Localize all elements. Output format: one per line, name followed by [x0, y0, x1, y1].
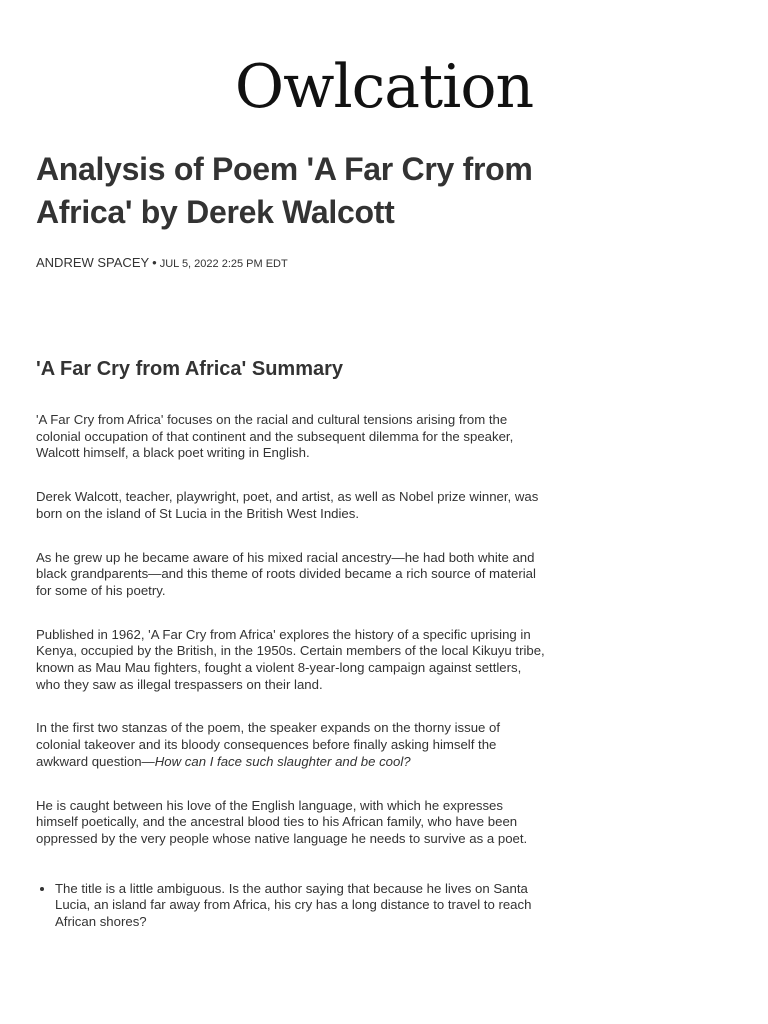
- list-item: • The title is a little ambiguous. Is the author saying that because he lives on Santa Lucia, an island far away from Africa, his cry has a long distance to travel to reach African shores?: [55, 881, 546, 931]
- paragraph: Derek Walcott, teacher, playwright, poet, and artist, as well as Nobel prize winner, was born on the island of St Lucia in the British West Indies.: [36, 489, 539, 521]
- paragraph: As he grew up he became aware of his mixed racial ancestry—he had both white and black grandparents—and this theme of roots divided became a rich source of material for some of his poetry.: [36, 549, 536, 598]
- paragraph-lead: In the first two stanzas of the poem, the speaker expands on the thorny issue of colonial takeover and its bloody consequences before finally asking himself the awkward question—: [36, 720, 501, 769]
- article-body: [36, 412, 546, 848]
- paragraph-with-quote: [36, 720, 546, 770]
- bullet-list: [36, 881, 546, 931]
- author-link[interactable]: ANDREW SPACEY: [36, 255, 150, 270]
- byline-separator: •: [152, 255, 157, 270]
- section-heading: 'A Far Cry from Africa' Summary: [36, 358, 344, 380]
- logo-container: [0, 52, 768, 122]
- article-title: Analysis of Poem 'A Far Cry from Africa' by Derek Walcott: [36, 151, 533, 230]
- paragraph: 'A Far Cry from Africa' focuses on the racial and cultural tensions arising from the colonial occupation of that continent and the subsequent dilemma for the speaker, Walcott himself, a black poet writing in English.: [36, 412, 514, 461]
- site-logo[interactable]: Owlcation: [234, 52, 534, 122]
- byline: [36, 255, 546, 272]
- paragraph: Published in 1962, 'A Far Cry from Africa' explores the history of a specific uprising in Kenya, occupied by the British, in the 1950s. Certain members of the local Kikuyu tribe, known as Mau Mau fighters, fought a violent 8-year-long campaign against settlers, who they saw as illegal trespassers on their land.: [36, 626, 545, 692]
- article: [36, 148, 546, 931]
- publish-date: JUL 5, 2022 2:25 PM EDT: [159, 258, 288, 270]
- paragraph: He is caught between his love of the English language, with which he expresses himself poetically, and the ancestral blood ties to his African family, who have been oppressed by the very people whose native language he needs to survive as a poet.: [36, 797, 528, 846]
- poem-quote: How can I face such slaughter and be cool?: [154, 753, 411, 769]
